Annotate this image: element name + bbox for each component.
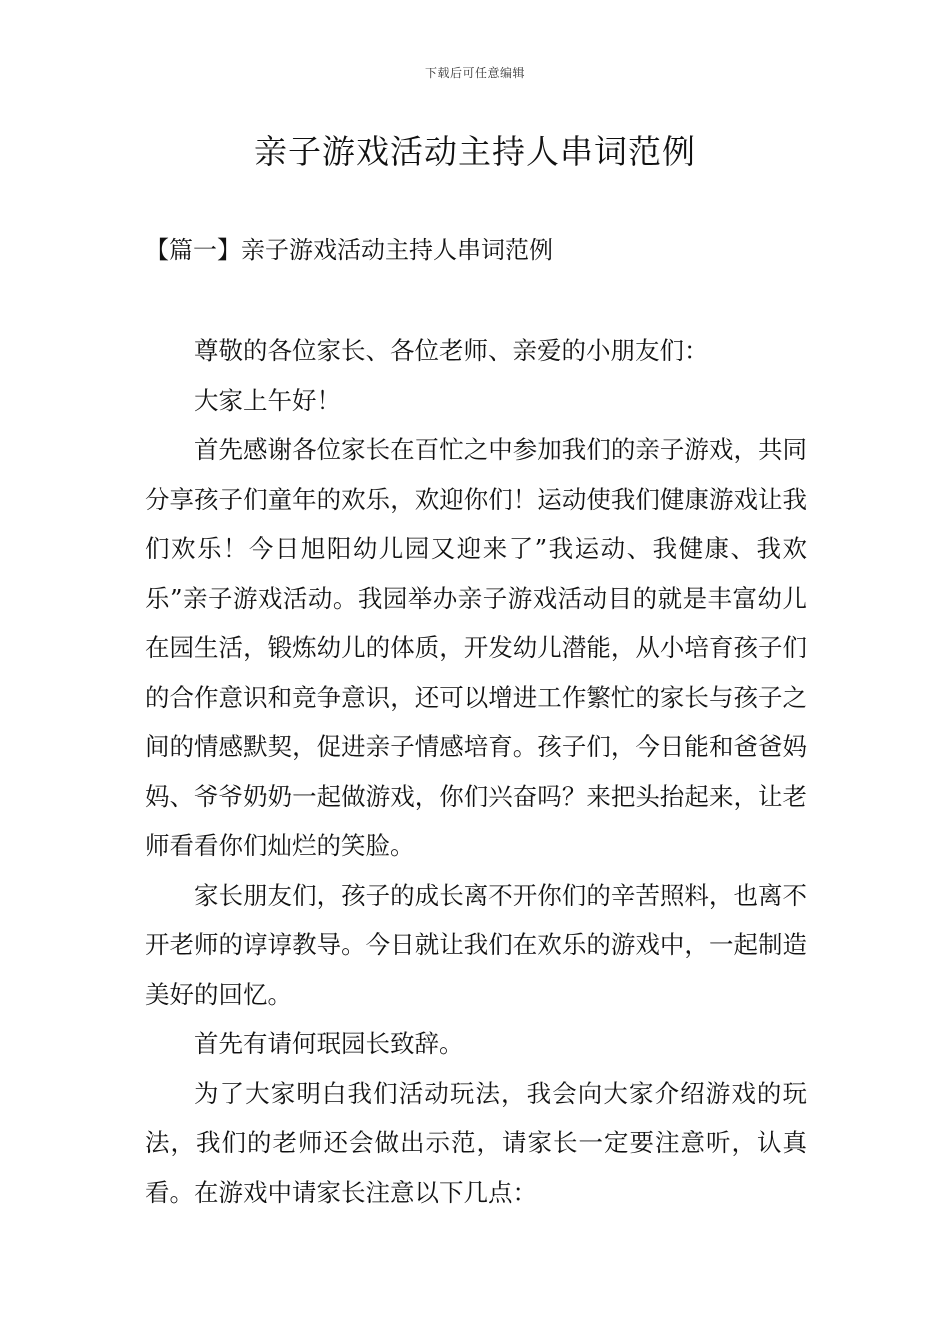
header-note: 下载后可任意编辑	[424, 66, 525, 80]
paragraph-good-morning: 大家上午好！	[194, 385, 341, 415]
paragraph-parents: 家长朋友们，孩子的成长离不开你们的辛苦照料，也离不开老师的谆谆教导。今日就让我们在欢乐的游戏中，一起制造美好的回忆。	[145, 880, 807, 1009]
paragraph-welcome: 首先感谢各位家长在百忙之中参加我们的亲子游戏，共同分享孩子们童年的欢乐，欢迎你们！运动使我们健康游戏让我们欢乐！今日旭阳幼儿园又迎来了”我运动、我健康、我欢乐”亲子游戏活动。我园举办亲子游戏活动目的就是丰富幼儿在园生活，锻炼幼儿的体质，开发幼儿潜能，从小培育孩子们的合作意识和竞争意识，还可以增进工作繁忙的家长与孩子之间的情感默契，促进亲子情感培育。孩子们，今日能和爸爸妈妈、爷爷奶奶一起做游戏，你们兴奋吗？来把头抬起来，让老师看看你们灿烂的笑脸。	[145, 435, 807, 860]
document-body	[145, 326, 807, 1217]
paragraph-greeting: 尊敬的各位家长、各位老师、亲爱的小朋友们：	[194, 336, 709, 365]
section-heading: 【篇一】亲子游戏活动主持人串词范例	[145, 236, 553, 264]
document-title: 亲子游戏活动主持人串词范例	[254, 132, 696, 171]
paragraph-principal-speech: 首先有请何珉园长致辞。	[194, 1029, 464, 1058]
paragraph-game-rules: 为了大家明白我们活动玩法，我会向大家介绍游戏的玩法，我们的老师还会做出示范，请家长一定要注意听，认真看。在游戏中请家长注意以下几点：	[145, 1078, 807, 1207]
